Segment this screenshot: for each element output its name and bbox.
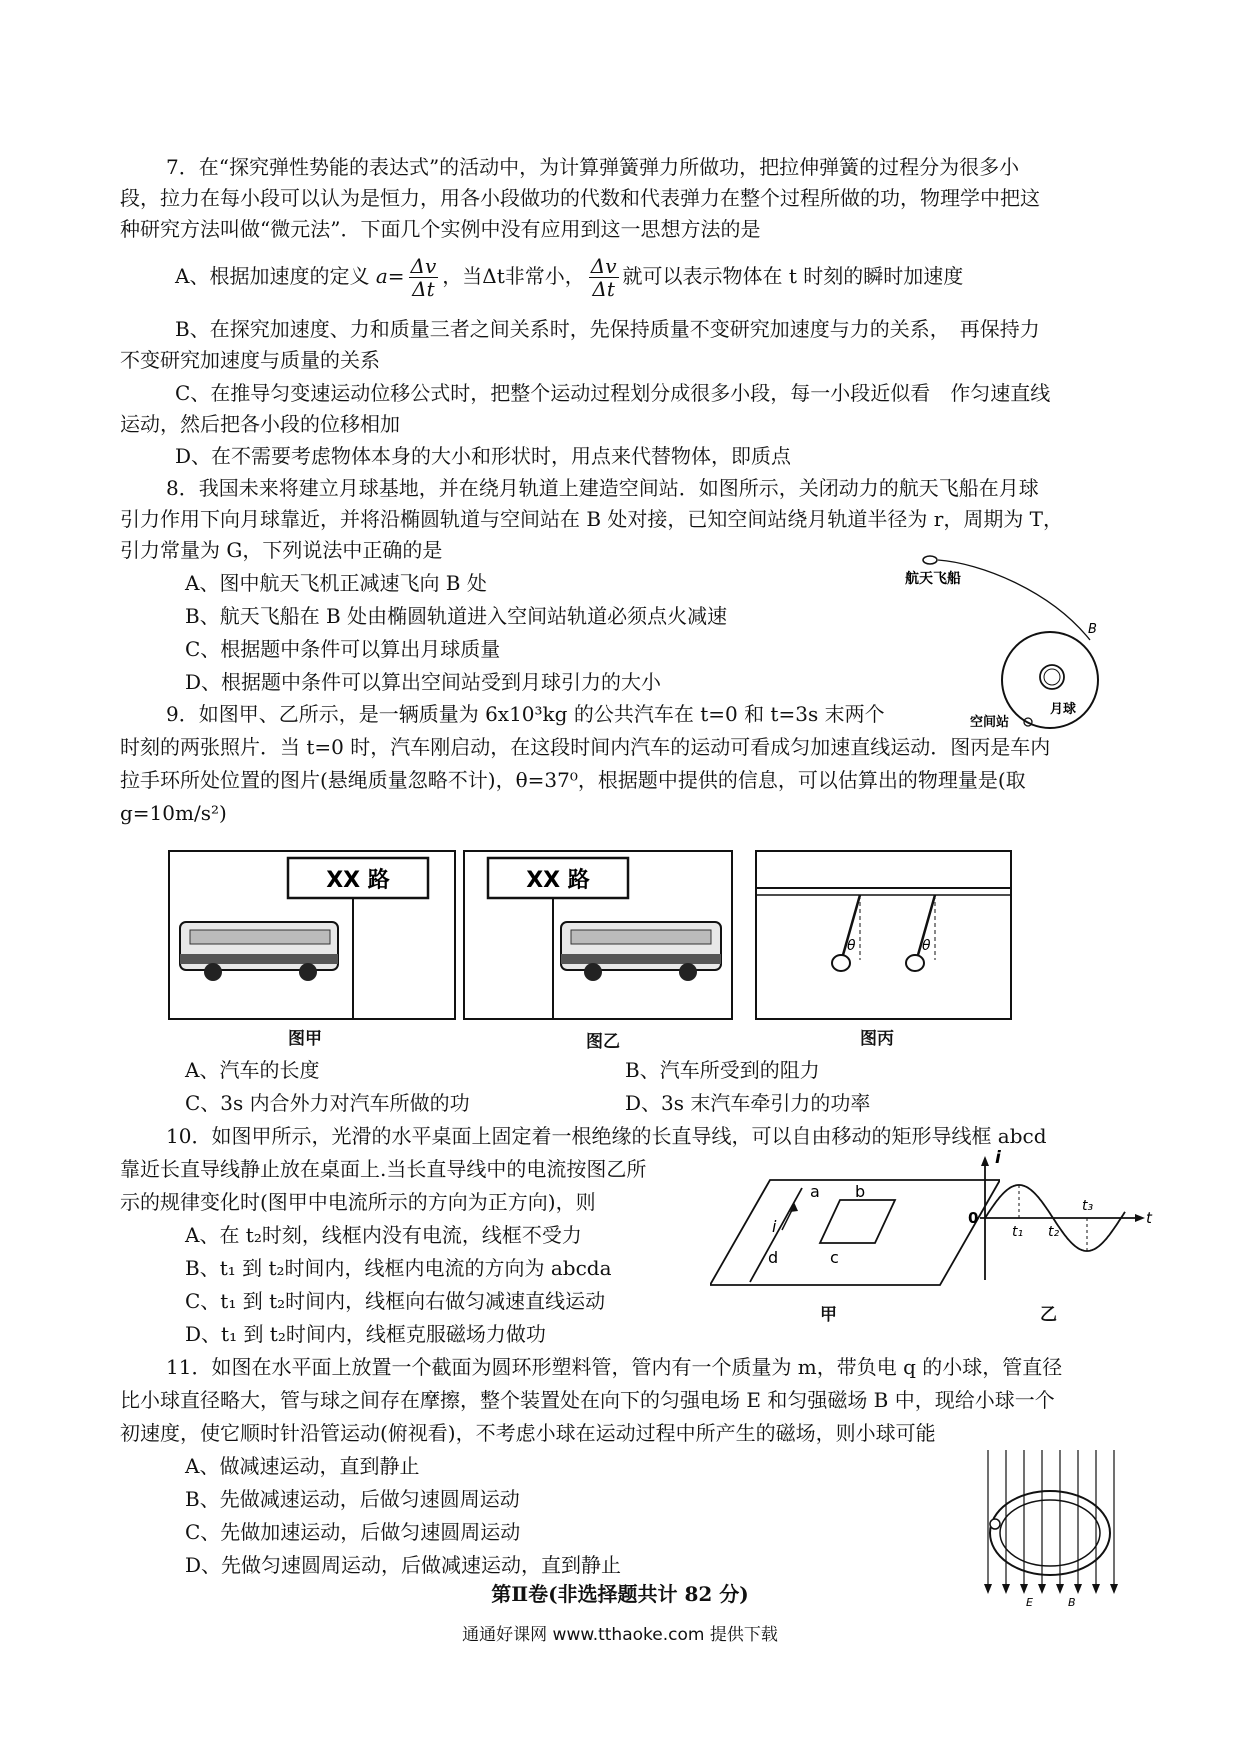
- q10-option-d: D、t₁ 到 t₂时间内，线框克服磁场力做功: [185, 1322, 546, 1346]
- q7-stem-line2: 段，拉力在每小段可以认为是恒力，用各小段做功的代数和代表弹力在整个过程所做的功，物理学中把这: [120, 186, 1040, 210]
- caption-figure-b: 图乙: [586, 1032, 620, 1052]
- label-d: d: [768, 1248, 779, 1267]
- q7-a-middle: ，当Δt非常小，: [442, 264, 585, 288]
- caption-figure-jia: 甲: [820, 1305, 837, 1325]
- label-c: c: [830, 1248, 839, 1267]
- q11-stem-line1: 11．如图在水平面上放置一个截面为圆环形塑料管，管内有一个质量为 m，带负电 q 的小球，管直径: [166, 1355, 1063, 1379]
- tick-t1: t₁: [1012, 1224, 1024, 1240]
- q7-option-c-line2: 运动，然后把各小段的位移相加: [120, 412, 400, 436]
- q9-stem-line1: 9．如图甲、乙所示，是一辆质量为 6x10³kg 的公共汽车在 t=0 和 t=3s 末两个: [166, 702, 885, 726]
- axis-label-i: i: [995, 1150, 1001, 1168]
- q8-option-b: B、航天飞船在 B 处由椭圆轨道进入空间站轨道必须点火减速: [185, 604, 728, 628]
- q7-frac1-num: Δv: [410, 254, 437, 278]
- road-sign-b-text: XX 路: [526, 868, 590, 893]
- q10-option-a: A、在 t₂时刻，线框内没有电流，线框不受力: [185, 1223, 582, 1247]
- q10-stem-line3: 示的规律变化时(图甲中电流所示的方向为正方向)，则: [120, 1190, 596, 1214]
- q7-option-c-line1: C、在推导匀变速运动位移公式时，把整个运动过程划分成很多小段，每一小段近似看 作匀速直线: [175, 381, 1051, 405]
- q10-option-c: C、t₁ 到 t₂时间内，线框向右做匀减速直线运动: [185, 1289, 606, 1313]
- q10-option-b: B、t₁ 到 t₂时间内，线框内电流的方向为 abcda: [185, 1256, 612, 1280]
- caption-figure-a: 图甲: [288, 1029, 322, 1049]
- page-footer: 通通好课网 www.tthaoke.com 提供下载: [462, 1625, 778, 1645]
- q11-stem-line3: 初速度，使它顺时针沿管运动(俯视看)，不考虑小球在运动过程中所产生的磁场，则小球可能: [120, 1421, 936, 1445]
- tick-t3: t₃: [1082, 1198, 1094, 1214]
- q9-stem-line2: 时刻的两张照片．当 t=0 时，汽车刚启动，在这段时间内汽车的运动可看成匀加速直线运动．图丙是车内: [120, 735, 1051, 759]
- q9-option-b: B、汽车所受到的阻力: [625, 1058, 820, 1082]
- label-b: b: [855, 1182, 866, 1201]
- origin-label: 0: [968, 1209, 979, 1227]
- q7-a-equals: =: [387, 264, 405, 288]
- moon-inner-ring: [1044, 669, 1060, 685]
- axis-label-t: t: [1146, 1209, 1152, 1227]
- ring-tube-inner: [1000, 1500, 1100, 1566]
- spaceship-icon: [923, 556, 937, 564]
- q7-a-variable: a: [375, 264, 388, 288]
- charged-ball: [990, 1519, 1000, 1529]
- q7-fraction-1: [409, 255, 439, 300]
- q11-stem-line2: 比小球直径略大，管与球之间存在摩擦，整个装置处在向下的匀强电场 E 和匀强磁场 B 中，现给小球一个: [120, 1388, 1055, 1412]
- theta-label-1: θ: [847, 938, 856, 954]
- q9-stem-line3: 拉手环所处位置的图片(悬绳质量忽略不计)，θ=37⁰，根据题中提供的信息，可以估算出的物理量是(取: [120, 768, 1026, 792]
- q7-fraction-2: [589, 255, 619, 300]
- q9-option-d: D、3s 末汽车牵引力的功率: [625, 1091, 871, 1115]
- q10-figure-b-sine: [960, 1150, 1155, 1285]
- road-sign-a-text: XX 路: [326, 868, 390, 893]
- tick-t2: t₂: [1048, 1224, 1060, 1240]
- ring-tube-outer: [990, 1491, 1110, 1575]
- label-station: 空间站: [970, 715, 1010, 730]
- label-moon: 月球: [1050, 702, 1077, 717]
- q9-stem-line4: g=10m/s²): [120, 801, 227, 825]
- label-b-field: B: [1068, 1596, 1076, 1608]
- q7-frac1-den: Δt: [412, 277, 435, 301]
- q9-figure-b: [463, 850, 733, 1020]
- i-axis-arrow: [981, 1156, 989, 1166]
- q10-figure-a: [710, 1160, 1000, 1300]
- q7-frac2-den: Δt: [592, 277, 615, 301]
- q11-option-c: C、先做加速运动，后做匀速圆周运动: [185, 1520, 521, 1544]
- q9-figure-a: [168, 850, 456, 1020]
- q7-option-a: [175, 255, 963, 300]
- frame-c: [756, 851, 1011, 1019]
- label-a: a: [810, 1182, 820, 1201]
- q7-a-suffix: 就可以表示物体在 t 时刻的瞬时加速度: [622, 264, 964, 288]
- q8-option-a: A、图中航天飞机正减速飞向 B 处: [185, 571, 487, 595]
- t-axis-arrow: [1135, 1214, 1145, 1222]
- q7-a-prefix: A、根据加速度的定义: [175, 264, 370, 288]
- q7-frac2-num: Δv: [590, 254, 617, 278]
- q7-option-b-line2: 不变研究加速度与质量的关系: [120, 348, 380, 372]
- q10-stem-line1: 10．如图甲所示，光滑的水平桌面上固定着一根绝缘的长直导线，可以自由移动的矩形导线框 abcd: [166, 1124, 1047, 1148]
- q9-figure-c: [755, 850, 1012, 1020]
- q11-option-a: A、做减速运动，直到静止: [185, 1454, 420, 1478]
- q10-stem-line2: 靠近长直导线静止放在桌面上.当长直导线中的电流按图乙所: [120, 1157, 647, 1181]
- q7-option-b-line1: B、在探究加速度、力和质量三者之间关系时，先保持质量不变研究加速度与力的关系， 再保持力: [175, 317, 1040, 341]
- q8-stem-line2: 引力作用下向月球靠近，并将沿椭圆轨道与空间站在 B 处对接，已知空间站绕月轨道半径为 r，周期为 T，: [120, 507, 1064, 531]
- theta-label-2: θ: [922, 938, 931, 954]
- q11-option-d: D、先做匀速圆周运动，后做减速运动，直到静止: [185, 1553, 622, 1577]
- rectangular-loop: [820, 1200, 895, 1243]
- q8-stem-line1: 8．我国未来将建立月球基地，并在绕月轨道上建造空间站．如图所示，关闭动力的航天飞船在月球: [166, 476, 1039, 500]
- q8-option-d: D、根据题中条件可以算出空间站受到月球引力的大小: [185, 670, 662, 694]
- q7-stem-line3: 种研究方法叫做“微元法”．下面几个实例中没有应用到这一思想方法的是: [120, 217, 761, 241]
- q8-option-c: C、根据题中条件可以算出月球质量: [185, 637, 501, 661]
- q9-option-c: C、3s 内合外力对汽车所做的功: [185, 1091, 470, 1115]
- label-e: E: [1026, 1596, 1033, 1608]
- label-spaceship: 航天飞船: [905, 571, 961, 587]
- q8-orbit-figure: [900, 545, 1130, 730]
- q7-option-d: D、在不需要考虑物体本身的大小和形状时，用点来代替物体，即质点: [175, 444, 792, 468]
- q11-option-b: B、先做减速运动，后做匀速圆周运动: [185, 1487, 520, 1511]
- q7-stem-line1: 7．在“探究弹性势能的表达式”的活动中，为计算弹簧弹力所做功，把拉伸弹簧的过程分为很多小: [166, 155, 1020, 179]
- q9-option-a: A、汽车的长度: [185, 1058, 320, 1082]
- caption-figure-yi: 乙: [1040, 1305, 1057, 1325]
- caption-figure-c: 图丙: [860, 1029, 894, 1049]
- label-b: B: [1088, 622, 1097, 637]
- label-i: i: [772, 1217, 777, 1236]
- section-heading: 第Ⅱ卷(非选择题共计 82 分): [491, 1582, 749, 1606]
- q8-stem-line3: 引力常量为 G，下列说法中正确的是: [120, 538, 443, 562]
